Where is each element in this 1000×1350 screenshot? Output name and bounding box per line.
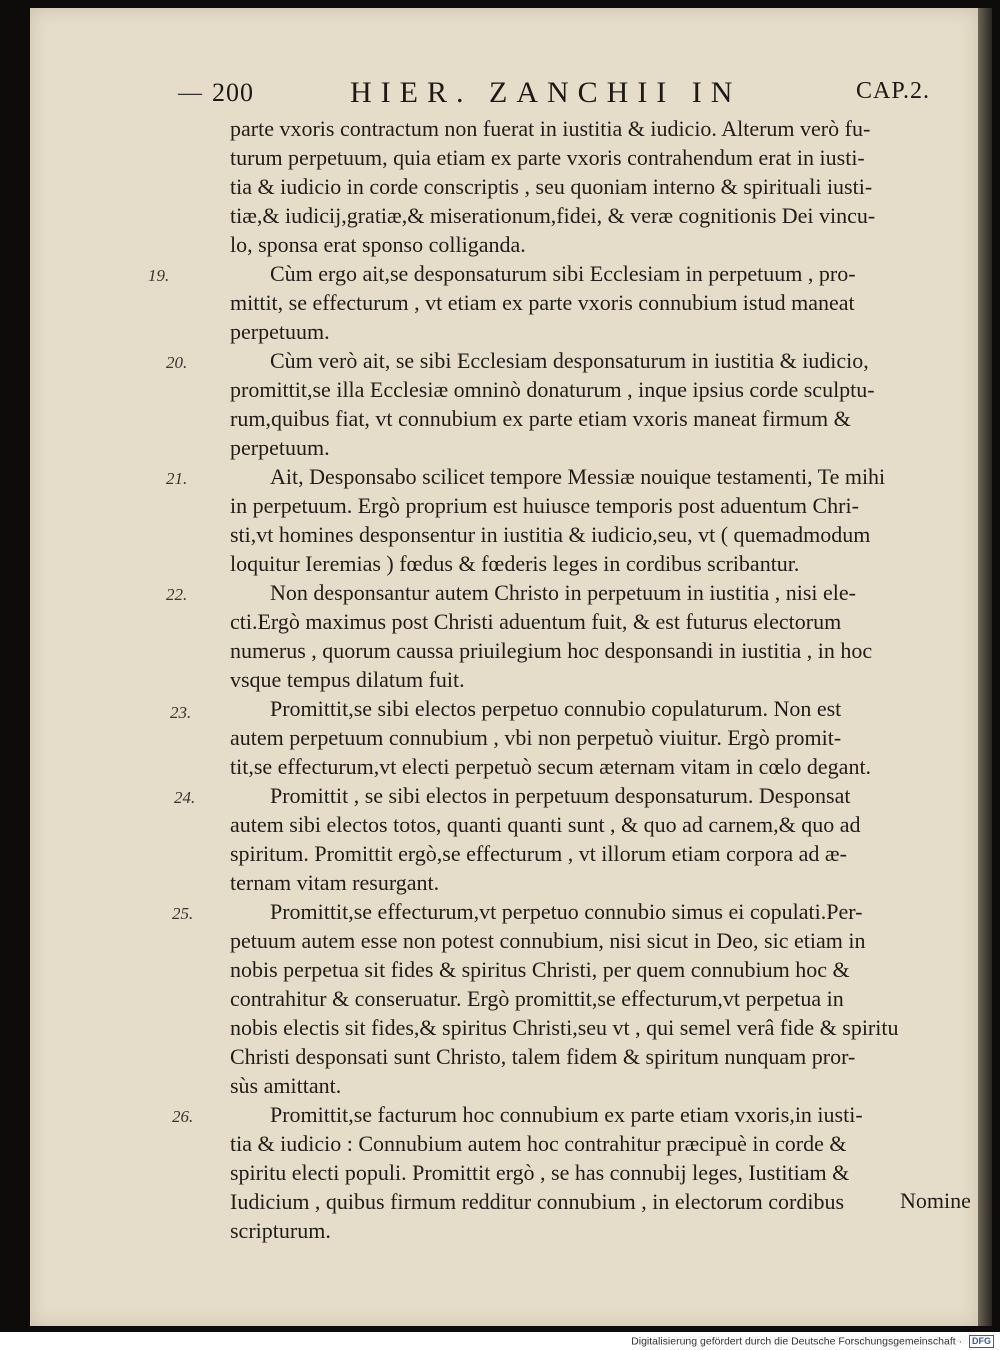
- margin-mark: —: [178, 80, 202, 106]
- chapter-label: CAP.2.: [856, 78, 931, 104]
- paragraph-24: [174, 781, 960, 897]
- digitization-credit: [600, 1335, 994, 1350]
- text-line: Promittit,se facturum hoc connubium ex parte etiam vxoris,in iusti-: [270, 1102, 863, 1127]
- text-line: in perpetuum. Ergò proprium est huiusce temporis post aduentum Chri-: [230, 493, 859, 518]
- text-line: spiritum. Promittit ergò,se effecturum , vt illorum etiam corpora ad æ-: [230, 841, 847, 866]
- text-line: tia & iudicio : Connubium autem hoc contrahitur præcipuè in corde &: [230, 1131, 847, 1156]
- page-edge: [978, 8, 992, 1326]
- text-line: lo, sponsa erat sponso colliganda.: [230, 232, 526, 257]
- text-line: rum,quibus fiat, vt connubium ex parte etiam vxoris maneat firmum &: [230, 406, 851, 431]
- page-header: [30, 76, 978, 116]
- paragraph-intro: [230, 114, 960, 259]
- text-line: Promittit , se sibi electos in perpetuum desponsaturum. Desponsat: [270, 783, 851, 808]
- text-line: Non desponsantur autem Christo in perpetuum in iustitia , nisi ele-: [270, 580, 856, 605]
- text-line: autem perpetuum connubium , vbi non perpetuò viuitur. Ergò promit-: [230, 725, 842, 750]
- text-line: Iudicium , quibus firmum redditur connubium , in electorum cordibus: [230, 1189, 845, 1214]
- text-line: vsque tempus dilatum fuit.: [230, 667, 465, 692]
- paragraph-23: [170, 694, 960, 781]
- text-line: Christi desponsati sunt Christo, talem fidem & spiritum nunquam pror-: [230, 1044, 856, 1069]
- text-line: sti,vt homines desponsentur in iustitia & iudicio,seu, vt ( quemadmodum: [230, 522, 871, 547]
- text-line: Cùm verò ait, se sibi Ecclesiam desponsaturum in iustitia & iudicio,: [270, 348, 869, 373]
- text-line: mittit, se effecturum , vt etiam ex parte vxoris connubium istud maneat: [230, 290, 855, 315]
- text-line: autem sibi electos totos, quanti quanti sunt , & quo ad carnem,& quo ad: [230, 812, 861, 837]
- text-line: Cùm ergo ait,se desponsaturum sibi Ecclesiam in perpetuum , pro-: [270, 261, 856, 286]
- text-line: contrahitur & conseruatur. Ergò promittit,se effecturum,vt perpetua in: [230, 986, 844, 1011]
- text-line: numerus , quorum caussa priuilegium hoc desponsandi in iustitia , in hoc: [230, 638, 873, 663]
- paragraph-22: [166, 578, 960, 694]
- running-title: HIER. ZANCHII IN: [350, 76, 742, 109]
- paragraph-number: 26.: [172, 1107, 194, 1126]
- text-line: sùs amittant.: [230, 1073, 342, 1098]
- paragraph-number: 19.: [148, 266, 170, 285]
- text-line: spiritu electi populi. Promittit ergò , se has connubij leges, Iustitiam &: [230, 1160, 850, 1185]
- text-line: perpetuum.: [230, 319, 330, 344]
- page-number: 200: [212, 78, 254, 107]
- text-line: Promittit,se effecturum,vt perpetuo connubio simus ei copulati.Per-: [270, 899, 863, 924]
- credit-text: Digitalisierung gefördert durch die Deutsche Forschungsgemeinschaft ·: [631, 1335, 963, 1348]
- paragraph-number: 21.: [166, 469, 188, 488]
- text-line: parte vxoris contractum non fuerat in iustitia & iudicio. Alterum verò fu-: [230, 116, 871, 141]
- text-line: tia & iudicio in corde conscriptis , seu quoniam interno & spirituali iusti-: [230, 174, 873, 199]
- dfg-logo: DFG: [969, 1335, 994, 1348]
- body-text: [148, 114, 960, 1245]
- text-line: Promittit,se sibi electos perpetuo connubio copulaturum. Non est: [270, 696, 842, 721]
- text-line: turum perpetuum, quia etiam ex parte vxoris contrahendum erat in iusti-: [230, 145, 865, 170]
- paragraph-26: [172, 1100, 960, 1245]
- paragraph-21: [166, 462, 960, 578]
- catchword: Nomine: [900, 1188, 971, 1213]
- text-line: perpetuum.: [230, 435, 330, 460]
- paragraph-number: 24.: [174, 788, 196, 807]
- text-line: tiæ,& iudicij,gratiæ,& miserationum,fidei, & veræ cognitionis Dei vincu-: [230, 203, 876, 228]
- text-line: scripturum.: [230, 1218, 331, 1243]
- paragraph-25: [172, 897, 960, 1100]
- text-line: nobis electis sit fides,& spiritus Christi,seu vt , qui semel verâ fide & spiritu: [230, 1015, 899, 1040]
- text-line: cti.Ergò maximus post Christi aduentum fuit, & est futurus electorum: [230, 609, 842, 634]
- text-line: loquitur Ieremias ) fœdus & fœderis leges in cordibus scribantur.: [230, 551, 800, 576]
- text-line: nobis perpetua sit fides & spiritus Christi, per quem connubium hoc &: [230, 957, 850, 982]
- text-line: ternam vitam resurgant.: [230, 870, 440, 895]
- paragraph-number: 22.: [166, 585, 188, 604]
- text-line: Ait, Desponsabo scilicet tempore Messiæ nouique testamenti, Te mihi: [270, 464, 886, 489]
- paragraph-20: [166, 346, 960, 462]
- book-page: [30, 8, 978, 1326]
- paragraph-number: 23.: [170, 703, 192, 722]
- text-line: promittit,se illa Ecclesiæ omninò donaturum , inque ipsius corde sculptu-: [230, 377, 875, 402]
- text-line: tit,se effecturum,vt electi perpetuò secum æternam vitam in cœlo degant.: [230, 754, 872, 779]
- text-line: petuum autem esse non potest connubium, nisi sicut in Deo, sic etiam in: [230, 928, 866, 953]
- paragraph-number: 20.: [166, 353, 188, 372]
- paragraph-19: [148, 259, 960, 346]
- paragraph-number: 25.: [172, 904, 194, 923]
